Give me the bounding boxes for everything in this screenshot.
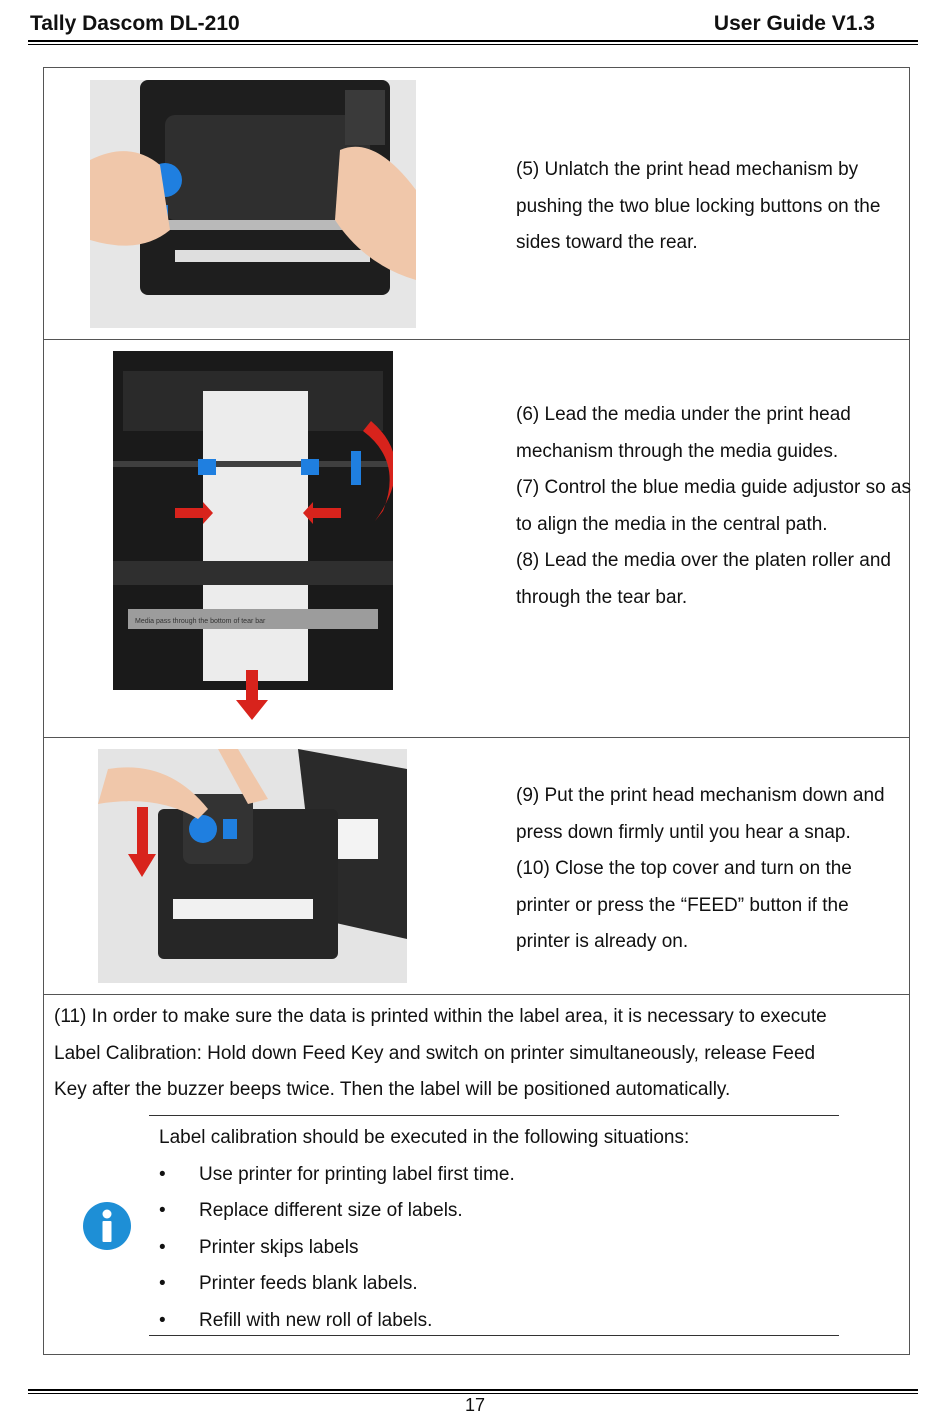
footer-rule (28, 1389, 918, 1391)
doc-title: Tally Dascom DL-210 (30, 12, 240, 35)
step-line: pushing the two blue locking buttons on the (516, 195, 881, 217)
header-rule (28, 40, 918, 42)
step-line: to align the media in the central path. (516, 513, 828, 535)
step-row-2 (43, 339, 910, 738)
list-item: • Use printer for printing label first time. (159, 1157, 839, 1194)
step-5-text (516, 152, 941, 262)
step-line: mechanism through the media guides. (516, 440, 839, 462)
step-line: (9) Put the print head mechanism down and (516, 785, 885, 806)
media-loading-photo (113, 351, 393, 690)
list-item: • Refill with new roll of labels. (159, 1303, 839, 1340)
step-line: (10) Close the top cover and turn on the (516, 858, 852, 879)
calibration-line: Label Calibration: Hold down Feed Key and switch on printer simultaneously, release Feed (54, 1042, 816, 1064)
page-number: 17 (464, 1395, 486, 1415)
step-line: press down firmly until you hear a snap. (516, 821, 851, 843)
note-intro: Label calibration should be executed in the following situations: (159, 1127, 690, 1148)
footer-rule-thin (28, 1393, 918, 1394)
step-line: (5) Unlatch the print head mechanism by (516, 159, 859, 180)
calibration-line: (11) In order to make sure the data is printed within the label area, it is necessary to execute (54, 1006, 827, 1027)
doc-version: User Guide V1.3 (713, 12, 875, 35)
steps-6-8-text (516, 397, 941, 616)
step-line: printer or press the “FEED” button if the (516, 894, 849, 916)
calibration-line: Key after the buzzer beeps twice. Then the label will be positioned automatically. (54, 1079, 731, 1100)
calibration-text (54, 999, 904, 1109)
note-list (159, 1157, 839, 1340)
tear-bar-label: Media pass through the bottom of tear bar (135, 618, 266, 625)
step-line: through the tear bar. (516, 586, 688, 608)
header-rule-thin (28, 44, 918, 45)
steps-9-10-text (516, 778, 941, 961)
calibration-row (43, 994, 910, 1355)
note-top-rule (149, 1115, 839, 1116)
step-line: (6) Lead the media under the print head (516, 404, 851, 425)
printer-unlatch-photo (90, 80, 416, 328)
close-printer-photo (98, 749, 407, 983)
list-item: • Printer skips labels (159, 1230, 839, 1267)
step-line: sides toward the rear. (516, 232, 698, 253)
step-row-3 (43, 737, 910, 995)
step-line: (8) Lead the media over the platen roller and (516, 550, 891, 571)
down-arrow-icon (234, 670, 270, 722)
list-item: • Replace different size of labels. (159, 1193, 839, 1230)
calibration-note (159, 1120, 839, 1339)
list-item: • Printer feeds blank labels. (159, 1266, 839, 1303)
info-icon (83, 1202, 131, 1250)
step-line: (7) Control the blue media guide adjustor so as (516, 477, 912, 498)
step-line: printer is already on. (516, 931, 689, 952)
step-row-1 (43, 67, 910, 340)
